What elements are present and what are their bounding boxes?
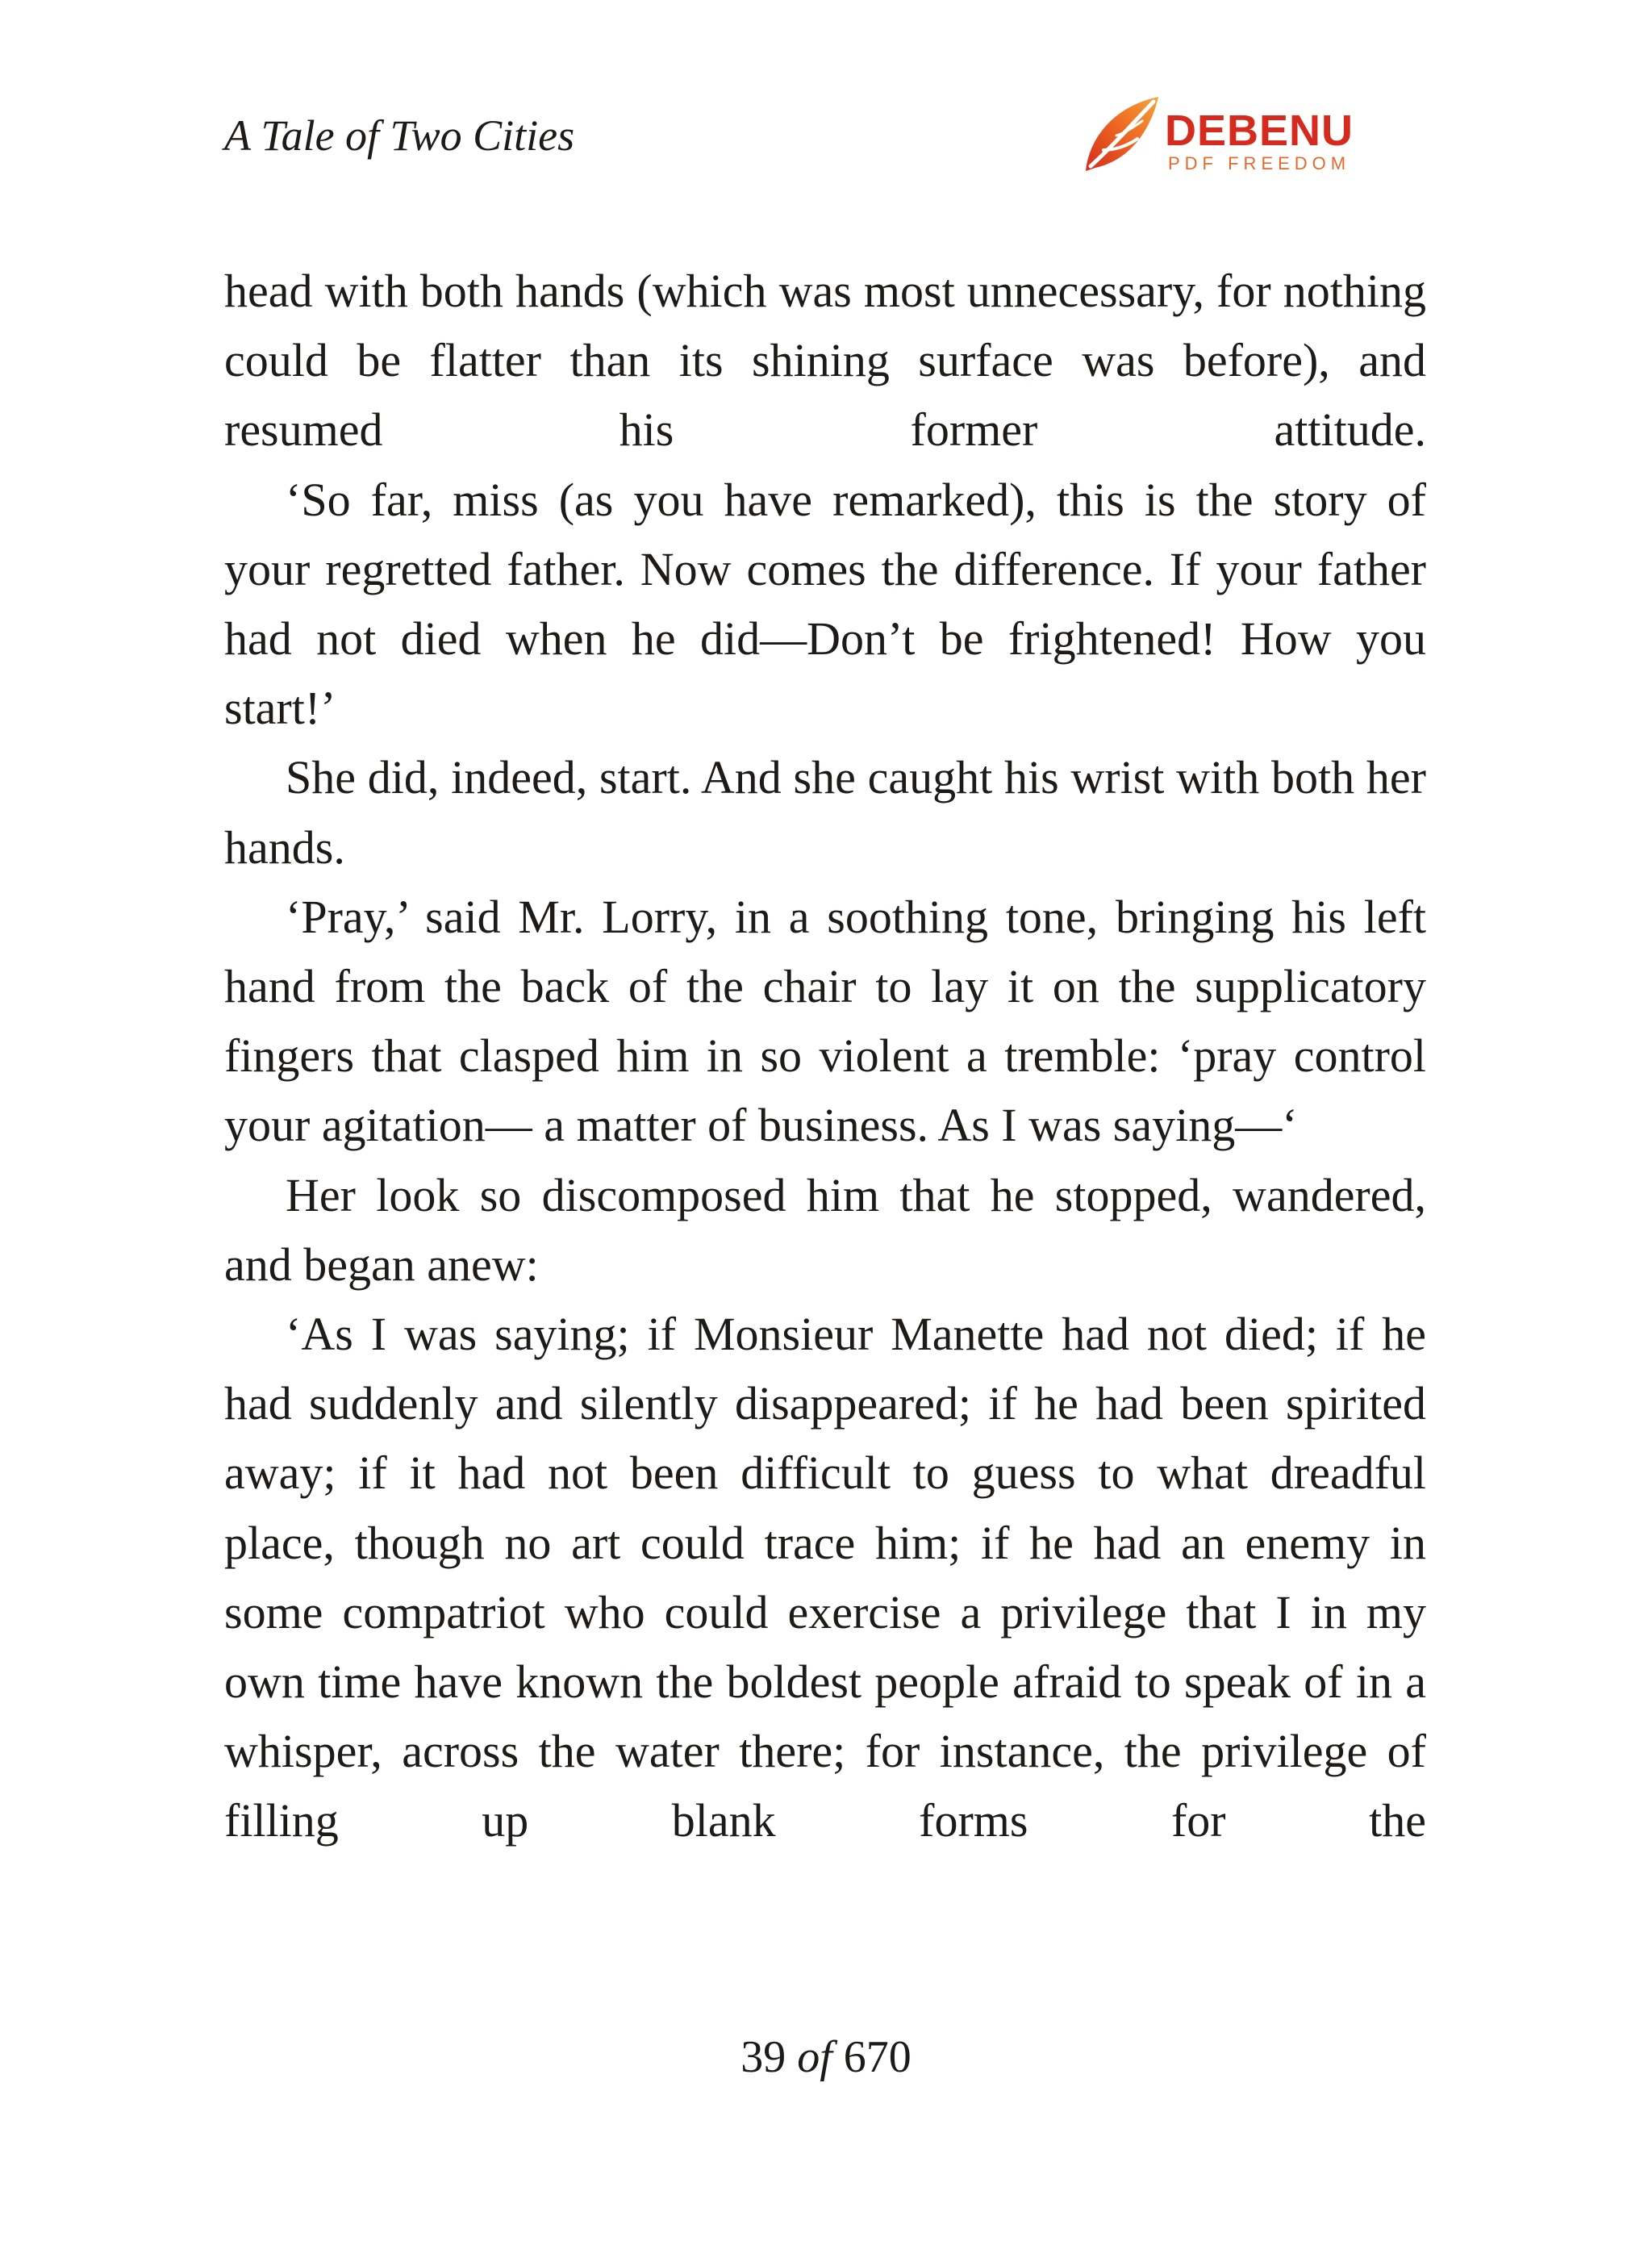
logo-tagline: PDF FREEDOM bbox=[1168, 153, 1351, 173]
paragraph-continuation: head with both hands (which was most unnecessary, for nothing could be flatter than its shining surface was before), and resumed his former attitude. bbox=[224, 265, 1426, 457]
paragraph: Her look so discomposed him that he stopped, wandered, and began anew: bbox=[224, 1168, 1426, 1291]
page-of-label: of bbox=[797, 2032, 832, 2082]
paragraph: ‘Pray,’ said Mr. Lorry, in a soothing tone, bringing his left hand from the back of the chair to lay it on the supplicatory fingers that clasped him in so violent a tremble: ‘pray control your agitation— a matter of business. As I was saying—‘ bbox=[224, 890, 1426, 1152]
debenu-logo bbox=[1081, 90, 1371, 179]
page-body-text bbox=[224, 257, 1426, 1856]
page-number bbox=[0, 2025, 1652, 2089]
book-title: A Tale of Two Cities bbox=[224, 111, 575, 160]
debenu-leaf-icon bbox=[1081, 90, 1162, 179]
total-pages-number: 670 bbox=[843, 2032, 912, 2082]
paragraph: ‘So far, miss (as you have remarked), this is the story of your regretted father. Now comes the difference. If your father had not died when he did—Don’t be frightened! How you start!’ bbox=[224, 473, 1426, 735]
logo-brand-name: DEBENU bbox=[1165, 106, 1354, 155]
paragraph: She did, indeed, start. And she caught his wrist with both her hands. bbox=[224, 751, 1426, 874]
paragraph: ‘As I was saying; if Monsieur Manette had not died; if he had suddenly and silently disappeared; if he had been spirited away; if it had not been difficult to guess to what dreadful place, though no art could trace him; if he had an enemy in some compatriot who could exercise a privilege that I in my own time have known the boldest people afraid to speak of in a whisper, across the water there; for instance, the privilege of filling up blank forms for the bbox=[224, 1308, 1426, 1847]
current-page-number: 39 bbox=[740, 2032, 786, 2082]
